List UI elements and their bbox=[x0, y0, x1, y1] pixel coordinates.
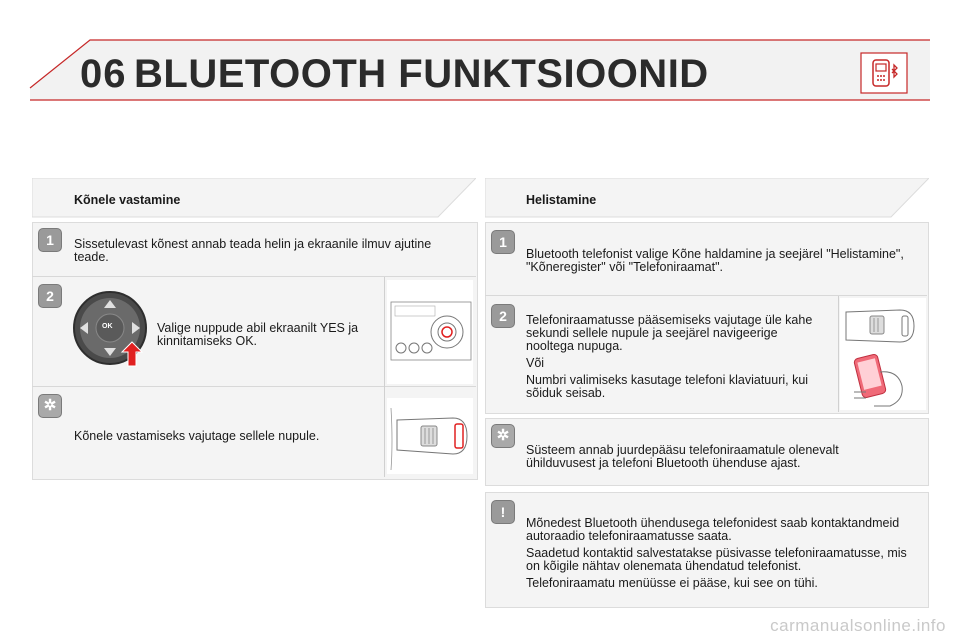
left-section-title: Kõnele vastamine bbox=[74, 193, 181, 207]
radio-panel-image bbox=[387, 280, 473, 384]
warning-p3: Telefoniraamatu menüüsse ei pääse, kui see on tühi. bbox=[526, 576, 818, 590]
warning-icon: ! bbox=[491, 500, 515, 524]
right-step-1-text: Bluetooth telefonist valige Kõne haldamine ja seejärel "Helistamine", "Kõneregister" või "Telefoniraamat". bbox=[526, 247, 904, 274]
right-step-1-badge: 1 bbox=[491, 230, 515, 254]
right-tip-icon: ✲ bbox=[491, 424, 515, 448]
right-step-2-p1: Telefoniraamatusse pääsemiseks vajutage üle kahe sekundi sellele nupule ja seejärel navigeerige nooltega nupuga. bbox=[526, 313, 813, 353]
step-2-badge: 2 bbox=[38, 284, 62, 308]
left-tip-text: Kõnele vastamiseks vajutage sellele nupule. bbox=[74, 429, 320, 443]
right-tip-text: Süsteem annab juurdepääsu telefoniraamatule olenevalt ühilduvusest ja telefoni Bluetooth ühenduse ajast. bbox=[526, 443, 839, 470]
left-divider-1 bbox=[32, 276, 476, 277]
page-title: BLUETOOTH FUNKTSIOONID bbox=[134, 52, 709, 96]
ok-label: OK bbox=[102, 323, 113, 330]
right-step-2-p2: Või bbox=[526, 356, 545, 370]
left-tip-icon: ✲ bbox=[38, 394, 62, 418]
right-step-2-text bbox=[526, 314, 826, 404]
chapter-number: 06 bbox=[80, 52, 127, 96]
right-divider-v bbox=[838, 296, 839, 412]
right-section-title: Helistamine bbox=[526, 193, 597, 207]
phone-bluetooth-icon bbox=[860, 52, 908, 94]
right-step-2-p3: Numbri valimiseks kasutage telefoni klaviatuuri, kui sõiduk seisab. bbox=[526, 373, 809, 400]
left-divider-v bbox=[384, 277, 385, 477]
step-1-badge: 1 bbox=[38, 228, 62, 252]
watermark: carmanualsonline.info bbox=[770, 616, 946, 635]
steering-stalk-image-left bbox=[387, 398, 473, 474]
left-step-1-text: Sissetulevast kõnest annab teada helin ja ekraanile ilmuv ajutine teade. bbox=[74, 237, 432, 264]
left-divider-2 bbox=[32, 386, 476, 387]
ok-arrow-pad bbox=[70, 290, 150, 370]
warning-text bbox=[526, 517, 918, 594]
right-divider-1 bbox=[485, 295, 927, 296]
left-step-2-text: Valige nuppude abil ekraanilt YES ja kinnitamiseks OK. bbox=[157, 321, 359, 348]
right-step-2-badge: 2 bbox=[491, 304, 515, 328]
warning-p1: Mõnedest Bluetooth ühendusega telefonidest saab kontaktandmeid autoraadio telefoniraamatusse saata. bbox=[526, 516, 900, 543]
warning-p2: Saadetud kontaktid salvestatakse püsivasse telefoniraamatusse, mis on kõigile nähtav olenemata ühendatud telefonist. bbox=[526, 546, 907, 573]
stalk-and-phone-image bbox=[840, 298, 926, 410]
